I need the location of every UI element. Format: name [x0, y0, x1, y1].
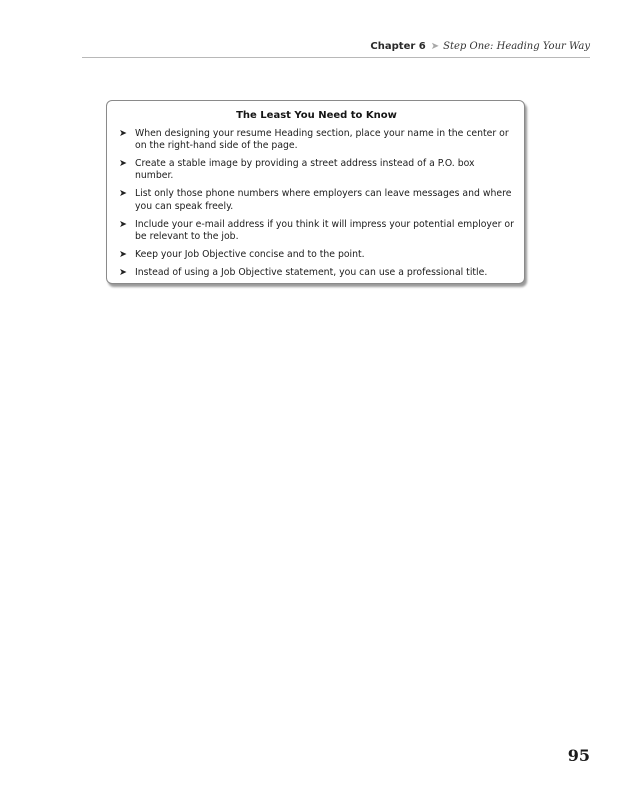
- arrowhead-bullet-icon: ➤: [119, 248, 127, 260]
- list-item: [119, 158, 514, 183]
- page-number: 95: [567, 746, 590, 765]
- arrowhead-bullet-icon: ➤: [119, 218, 127, 230]
- header-rule: [82, 57, 590, 58]
- arrow-right-icon: ➤: [430, 41, 440, 52]
- section-title: Step One: Heading Your Way: [443, 41, 590, 52]
- summary-box-title: The Least You Need to Know: [236, 110, 397, 121]
- list-item: [119, 249, 514, 261]
- list-item-text: Instead of using a Job Objective statement, you can use a professional title.: [135, 266, 488, 278]
- arrowhead-bullet-icon: ➤: [119, 266, 127, 278]
- summary-box: [106, 100, 525, 284]
- list-item: [119, 188, 514, 213]
- list-item: [119, 267, 514, 279]
- list-item: [119, 219, 514, 244]
- running-head: [370, 40, 590, 52]
- list-item-text: When designing your resume Heading section, place your name in the center or on the right-hand side of the page.: [135, 128, 509, 152]
- arrowhead-bullet-icon: ➤: [119, 188, 127, 200]
- summary-list: [119, 128, 514, 279]
- list-item-text: List only those phone numbers where employers can leave messages and where you can speak freely.: [135, 188, 512, 212]
- list-item: [119, 128, 514, 153]
- arrowhead-bullet-icon: ➤: [119, 158, 127, 170]
- list-item-text: Keep your Job Objective concise and to the point.: [135, 248, 365, 260]
- list-item-text: Create a stable image by providing a street address instead of a P.O. box number.: [135, 158, 475, 182]
- list-item-text: Include your e-mail address if you think it will impress your potential employer or be relevant to the job.: [135, 218, 514, 242]
- chapter-label: Chapter 6: [370, 41, 426, 52]
- arrowhead-bullet-icon: ➤: [119, 128, 127, 139]
